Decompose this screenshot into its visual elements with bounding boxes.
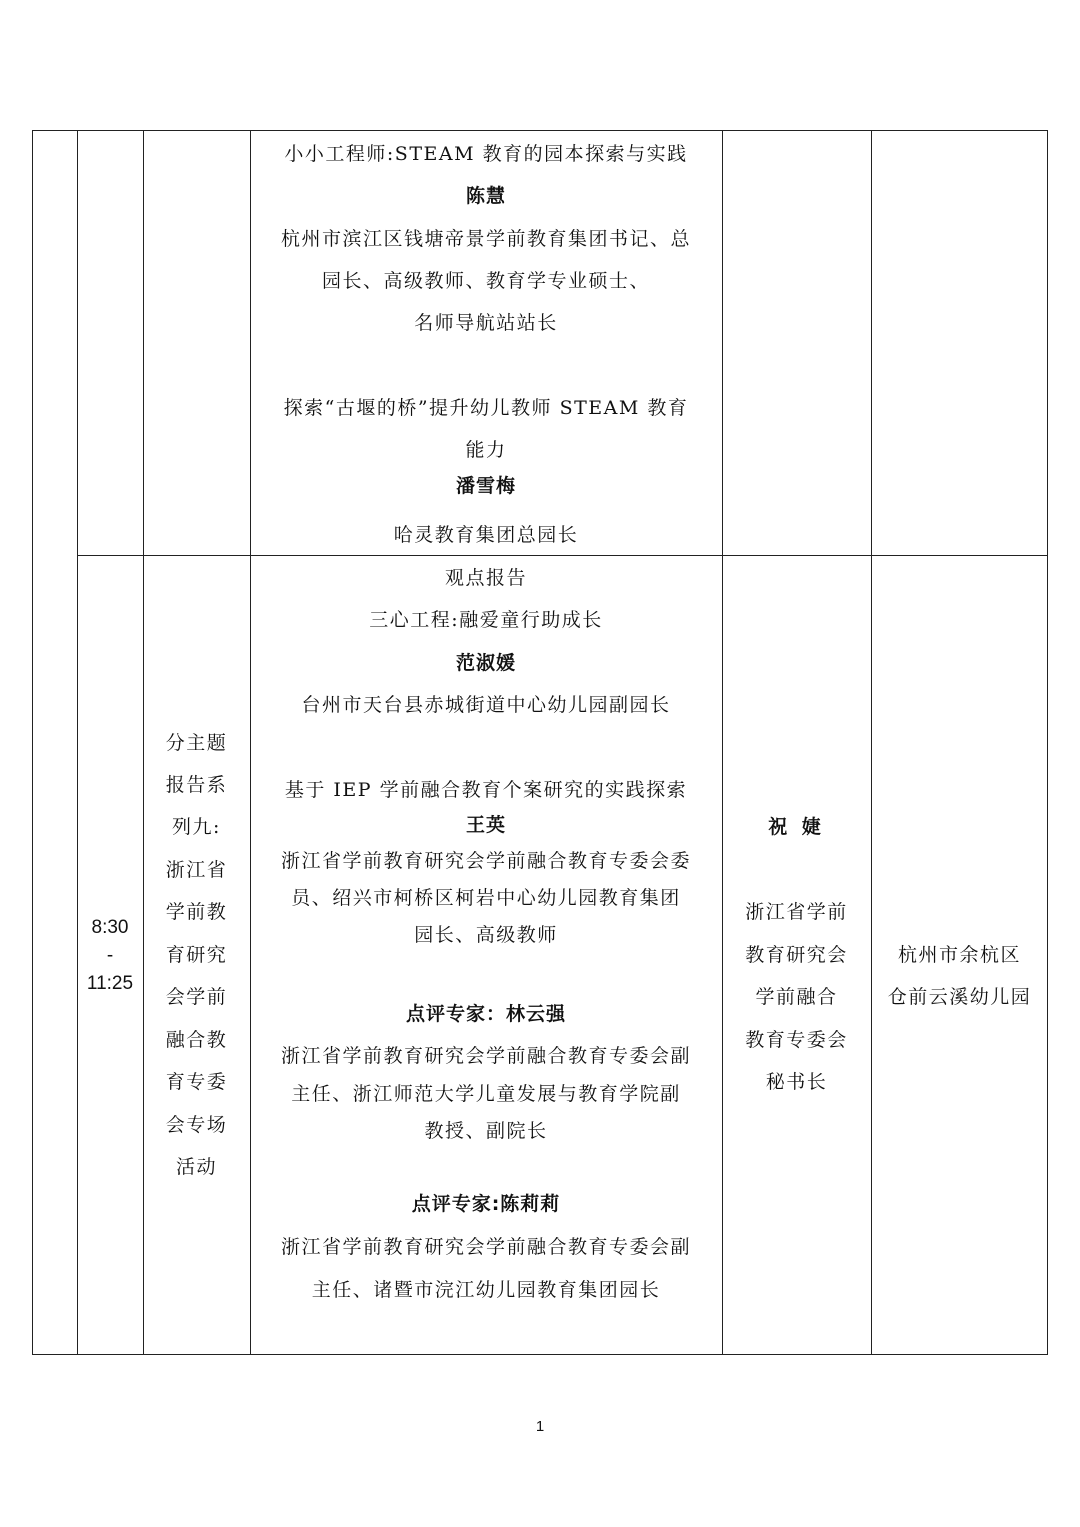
row2-speaker-name: 范淑媛	[455, 652, 516, 674]
theme-text: 浙江省	[165, 859, 228, 881]
reviewer-title: 浙江省学前教育研究会学前融合教育专委会副	[280, 1045, 691, 1067]
theme-text: 学前教	[165, 901, 228, 923]
theme-text: 育研究	[165, 944, 228, 966]
row2-topic-title: 基于 IEP 学前融合教育个案研究的实践探索	[284, 779, 688, 801]
row1-speaker-title: 园长、高级教师、教育学专业硕士、	[321, 270, 650, 292]
reviewer-title: 教授、副院长	[424, 1120, 548, 1142]
table-border-top	[32, 130, 1048, 131]
host-title: 教育专委会	[745, 1029, 848, 1051]
row1-topic-title: 小小工程师:STEAM 教育的园本探索与实践	[284, 143, 688, 165]
session-end-time: 11:25	[86, 973, 134, 994]
reviewer-label: 点评专家：林云强	[405, 1003, 566, 1025]
theme-text: 会学前	[165, 986, 228, 1008]
host-title: 教育研究会	[745, 944, 848, 966]
host-title: 学前融合	[755, 986, 838, 1008]
page-number: 1	[535, 1418, 545, 1435]
table-border-right	[1047, 130, 1048, 1355]
host-name: 祝 婕	[768, 816, 825, 838]
row2-speaker-name: 王英	[465, 814, 506, 836]
reviewer-title: 浙江省学前教育研究会学前融合教育专委会副	[280, 1236, 691, 1258]
venue-text: 杭州市余杭区	[897, 944, 1021, 966]
theme-text: 活动	[175, 1156, 217, 1178]
session-start-time: 8:30	[91, 917, 129, 938]
column-divider	[871, 130, 872, 1355]
row2-speaker-title: 员、绍兴市柯桥区柯岩中心幼儿园教育集团	[291, 887, 681, 909]
column-divider	[722, 130, 723, 1355]
venue-text: 仓前云溪幼儿园	[887, 986, 1032, 1008]
row2-speaker-title: 台州市天台县赤城街道中心幼儿园副园长	[301, 694, 671, 716]
row2-speaker-title: 浙江省学前教育研究会学前融合教育专委会委	[280, 850, 691, 872]
row1-speaker-title: 名师导航站站长	[414, 312, 558, 334]
row1-topic-title: 能力	[465, 439, 507, 461]
row1-speaker-name: 陈慧	[465, 185, 506, 207]
row1-speaker-title: 杭州市滨江区钱塘帝景学前教育集团书记、总	[280, 228, 691, 250]
reviewer-title: 主任、诸暨市浣江幼儿园教育集团园长	[311, 1279, 661, 1301]
host-title: 浙江省学前	[745, 901, 848, 923]
section-heading: 观点报告	[444, 567, 527, 589]
host-title: 秘书长	[765, 1071, 828, 1093]
theme-text: 育专委	[165, 1071, 228, 1093]
row-divider	[77, 555, 1048, 556]
theme-text: 融合教	[165, 1029, 228, 1051]
row1-speaker-title: 哈灵教育集团总园长	[393, 524, 579, 546]
table-border-left	[32, 130, 33, 1355]
row2-speaker-title: 园长、高级教师	[414, 924, 558, 946]
row1-speaker-name: 潘雪梅	[455, 475, 516, 497]
theme-text: 分主题	[165, 732, 228, 754]
theme-text: 列九:	[172, 816, 221, 838]
column-divider	[77, 130, 78, 1355]
reviewer-title: 主任、浙江师范大学儿童发展与教育学院副	[291, 1083, 681, 1105]
row2-topic-title: 三心工程:融爱童行助成长	[369, 609, 603, 631]
table-border-bottom	[32, 1354, 1048, 1355]
theme-text: 报告系	[165, 774, 228, 796]
time-separator: -	[106, 945, 114, 966]
row1-topic-title: 探索“古堰的桥”提升幼儿教师 STEAM 教育	[283, 397, 689, 419]
reviewer-label: 点评专家:陈莉莉	[411, 1193, 561, 1215]
theme-text: 会专场	[165, 1114, 228, 1136]
